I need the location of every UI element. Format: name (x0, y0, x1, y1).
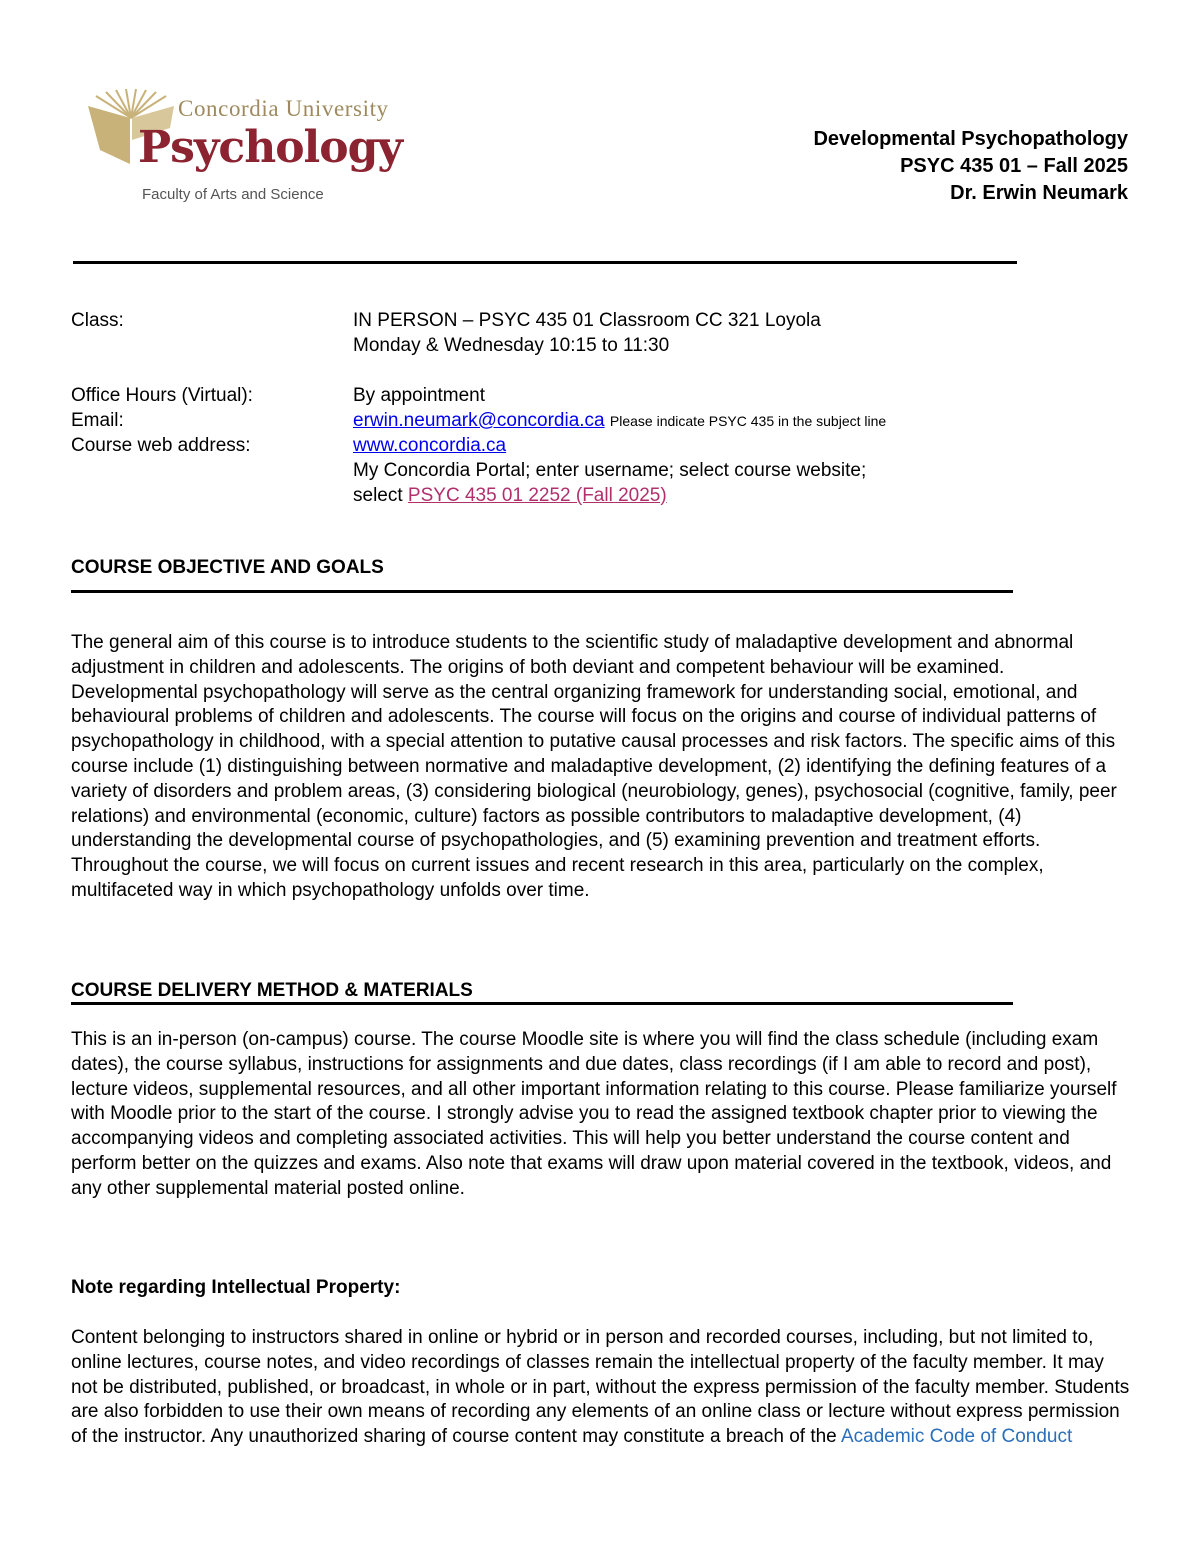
web-instructions: My Concordia Portal; enter username; select course website; (353, 460, 867, 481)
ip-paragraph (71, 1326, 1133, 1450)
email-note: Please indicate PSYC 435 in the subject line (609, 413, 887, 429)
ip-heading: Note regarding Intellectual Property: (71, 1277, 401, 1298)
web-value-wrap (353, 433, 506, 458)
course-title: Developmental Psychopathology (813, 128, 1128, 150)
concordia-psychology-logo (86, 88, 426, 213)
web-label: Course web address: (71, 435, 251, 456)
course-code: PSYC 435 01 – Fall 2025 (900, 155, 1128, 177)
office-label: Office Hours (Virtual): (71, 385, 253, 406)
email-label: Email: (71, 410, 124, 431)
website-link[interactable]: www.concordia.ca (353, 435, 507, 456)
web-select-prefix: select (353, 485, 403, 506)
logo-faculty-name: Faculty of Arts and Science (142, 186, 324, 203)
header-divider (73, 261, 1017, 264)
office-value: By appointment (353, 385, 486, 406)
class-value-line2: Monday & Wednesday 10:15 to 11:30 (353, 335, 670, 356)
ip-body: Content belonging to instructors shared in online or hybrid or in person and recorded courses, including, but not limited to, online lectures, course notes, and video recordings of classes remain the intellectual property of the faculty member. It may not be distributed, published, or broadcast, in whole or in part, without the express permission of the faculty member. Students are also forbidden to use their own means of recording any elements of an online class or lecture without express permission of the instructor. Any unauthorized sharing of course content may constitute a breach of the (71, 1327, 1130, 1448)
objective-divider (71, 590, 1013, 593)
class-value-line1: IN PERSON – PSYC 435 01 Classroom CC 321 Loyola (353, 310, 821, 331)
class-label: Class: (71, 310, 124, 331)
course-site-link[interactable]: PSYC 435 01 2252 (Fall 2025) (407, 485, 667, 506)
email-value-wrap (353, 408, 886, 434)
email-link[interactable]: erwin.neumark@concordia.ca (353, 410, 605, 431)
course-header (813, 126, 1128, 207)
objective-body: The general aim of this course is to introduce students to the scientific study of maladaptive development and abnormal adjustment in children and adolescents. The origins of both deviant and competent behaviour will be examined. Developmental psychopathology will serve as the central organizing framework for understanding social, emotional, and behavioural problems of children and adolescents. The course will focus on the origins and course of individual patterns of psychopathology in childhood, with a special attention to putative causal processes and risk factors. The specific aims of this course include (1) distinguishing between normative and maladaptive development, (2) identifying the defining features of a variety of disorders and problem areas, (3) considering biological (neurobiology, genes), psychosocial (cognitive, family, peer relations) and environmental (economic, culture) factors as possible contributors to maladaptive development, (4) understanding the developmental course of psychopathologies, and (5) examining prevention and treatment efforts. Throughout the course, we will focus on current issues and recent research in this area, particularly on the complex, multifaceted way in which psychopathology unfolds over time. (71, 632, 1117, 901)
academic-code-link[interactable]: Academic Code of Conduct (840, 1426, 1073, 1448)
delivery-heading: COURSE DELIVERY METHOD & MATERIALS (71, 980, 473, 1001)
logo-university-name: Concordia University (178, 96, 389, 121)
delivery-body: This is an in-person (on-campus) course. The course Moodle site is where you will find the class schedule (including exam dates), the course syllabus, instructions for assignments and due dates, class recordings (if I am able to record and post), lecture videos, supplemental resources, and all other important information relating to this course. Please familiarize yourself with Moodle prior to the start of the course. I strongly advise you to read the assigned textbook chapter prior to viewing the accompanying videos and completing associated activities. This will help you better understand the course content and perform better on the quizzes and exams. Also note that exams will draw upon material covered in the textbook, videos, and any other supplemental material posted online. (71, 1029, 1117, 1199)
delivery-divider (71, 1002, 1013, 1005)
objective-heading: COURSE OBJECTIVE AND GOALS (71, 557, 384, 578)
logo-department-name: Psychology (138, 122, 402, 173)
instructor-name: Dr. Erwin Neumark (950, 182, 1128, 204)
web-select-wrap (353, 483, 667, 508)
